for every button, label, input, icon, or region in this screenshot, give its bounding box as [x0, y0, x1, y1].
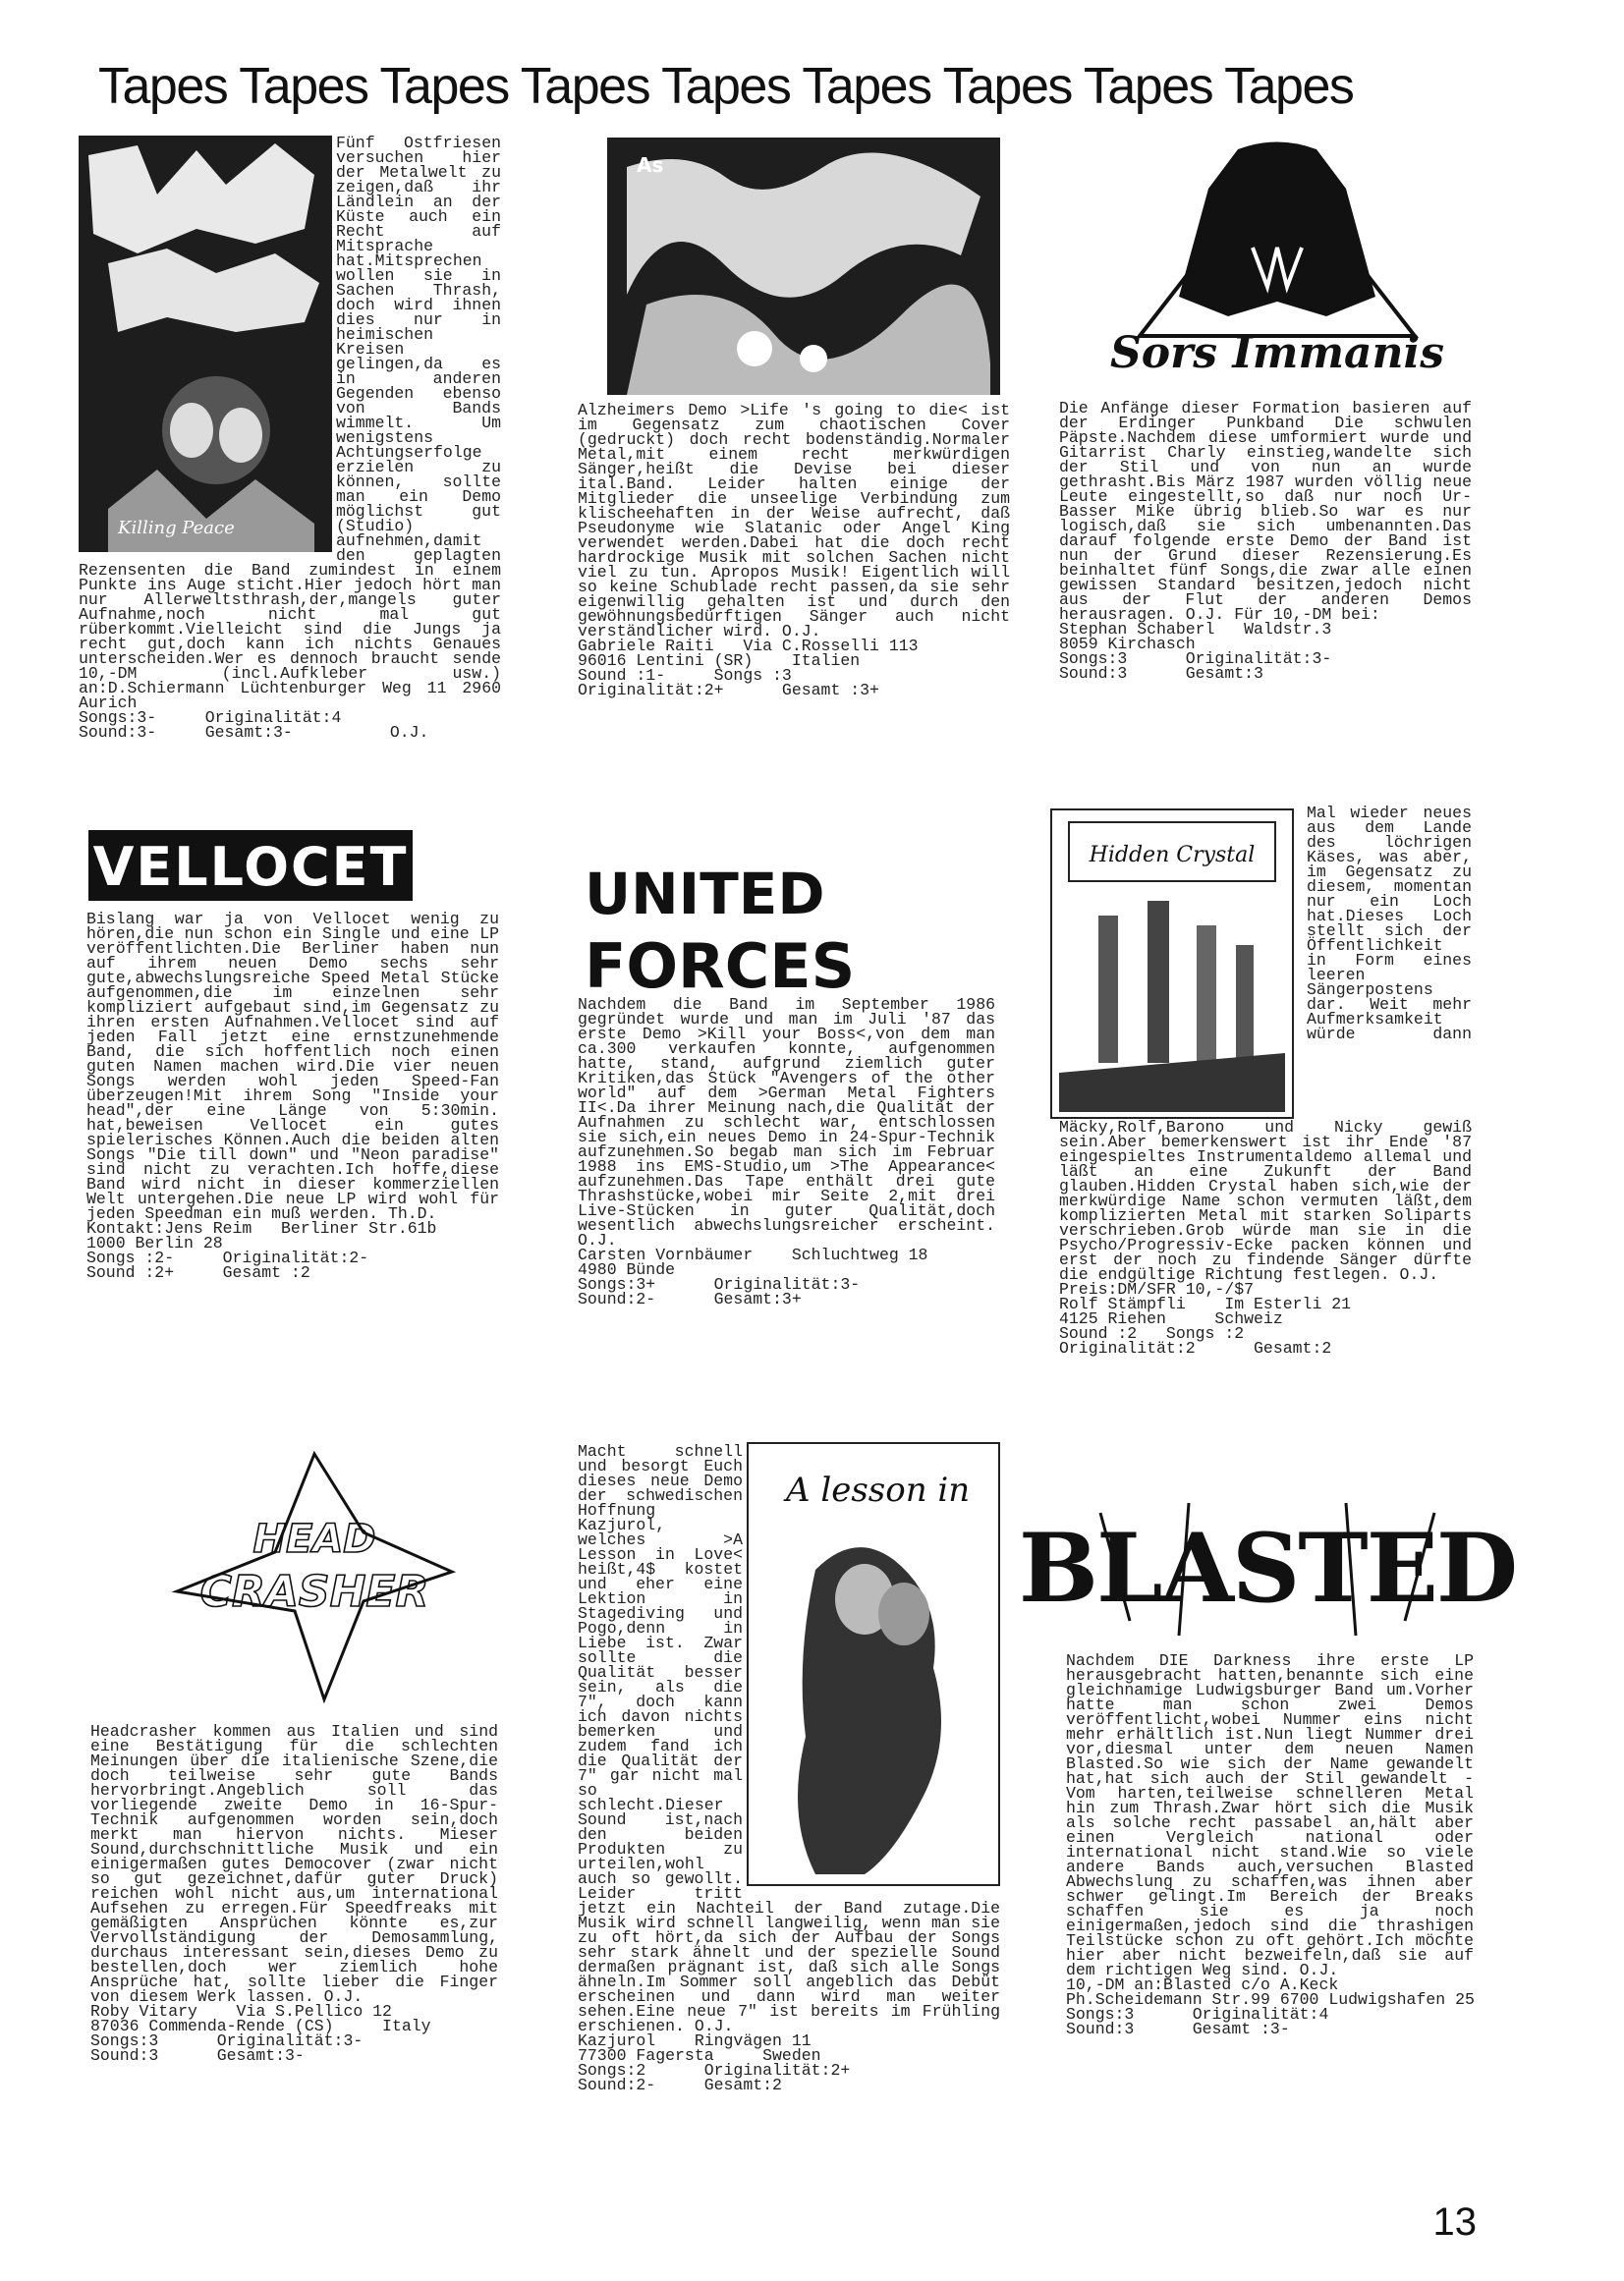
- svg-text:FORCES: FORCES: [585, 930, 856, 1002]
- review-headcrasher: [90, 1724, 498, 2063]
- svg-text:HEAD: HEAD: [252, 1517, 376, 1562]
- review-body: Nachdem DIE Darkness ihre erste LP herausgebracht hatten,benannte sich eine gleichnamige Ludwigsburger Band um.Vorher hatte man schon zwei Demos veröffentlicht,wobei Nummer eins nicht mehr erhältlich ist.Nun liegt Nummer drei vor,diesmal unter dem neuen Namen Blasted.So wie sich der Name gewandelt hat,hat sich auch der Stil gewandelt - Vom harten,teilweise schnelleren Metal hin zum Thrash.Zwar hört sich die Musik als solche recht passabel an,hält aber einen Vergleich national oder international nicht stand.Wie so viele andere Bands auch,versuchen Blasted Abwechslung zu schaffen,was ihnen aber schwer gelingt.Im Bereich der Breaks schaffen sie es ja noch einigermaßen,jedoch sind die thrashigen Teilstücke schon zu oft gehört.Ich möchte hier aber nicht bezweifeln,daß sie auf dem richtigen Weg sind. O.J.: [1066, 1651, 1474, 1979]
- svg-text:Killing Peace: Killing Peace: [118, 518, 235, 538]
- review-contact: Preis:DM/SFR 10,-/$7 Rolf Stämpfli Im Esterli 21 4125 Riehen Schweiz: [1059, 1280, 1352, 1328]
- review-ratings: Sound :2 Songs :2 Originalität:2 Gesamt:2: [1059, 1324, 1332, 1358]
- svg-text:CRASHER: CRASHER: [199, 1567, 429, 1617]
- review-contact: Gabriele Raiti Via C.Rosselli 113 96016 Lentini (SR) Italien: [578, 637, 919, 670]
- svg-text:UNITED: UNITED: [585, 861, 825, 927]
- headcrasher-logo-art: [167, 1444, 462, 1709]
- blasted-logo-image: [1018, 1493, 1517, 1641]
- alzheimers-logo-image: [607, 138, 1000, 395]
- united-forces-logo-art: [580, 855, 856, 1002]
- review-body: Headcrasher kommen aus Italien und sind eine Bestätigung für die schlechten Meinungen über die italienische Szene,die doch teilweise sehr gute Bands hervorbringt.Angeblich soll das vorliegende zweite Demo in 16-Spur-Technik aufgenommen worden sein,doch merkt man hiervon nichts. Mieser Sound,durchschnittliche Musik und ein einigermaßen gutes Democover (zwar nicht so gut gezeichnet,dafür guter Druck) reichen wohl nicht aus,um international Aufsehen zu erregen.Für Speedfreaks mit gemäßigten Ansprüchen könnte es,zur Vervollständigung der Demosammlung, durchaus interessant sein,dieses Demo zu bestellen,doch wer ziemlich hohe Ansprüche hat, sollte lieber die Finger von diesem Werk lassen. O.J.: [90, 1722, 498, 2006]
- svg-text:VELLOCET: VELLOCET: [92, 836, 409, 898]
- review-body: Die Anfänge dieser Formation basieren auf der Erdinger Punkband Die schwulen Päpste.Nachdem diese umformiert wurde und Gitarrist Charly einstieg,wandelte sich der Stil und von nun an wurde gethrasht.Bis März 1987 wurden völlig neue Leute eingestellt,so daß nur noch Ur-Basser Mike übrig blieb.So war es nur logisch,daß sie sich umbenannten.Das darauf folgende erste Demo der Band ist nun der Grund dieser Rezensierung.Es beinhaltet fünf Songs,die zwar alle einen gewissen Standard besitzen,jedoch nicht aus der Flut der anderen Demos herausragen. O.J. Für 10,-DM bei:: [1059, 399, 1472, 624]
- vellocet-logo-art: [88, 830, 413, 901]
- review-body: Nachdem die Band im September 1986 gegründet wurde und man im Juli '87 das erste Demo >Kill your Boss<,von dem man ca.300 verkaufen konnte, aufgenommen hatte, stand, aufgrund ziemlich guter Kritiken,das Stück "Avengers of the other world" auf dem >German Metal Fighters II<.Da ihrer Meinung nach,die Qualität der Aufnahmen zu schlecht war, entschlossen sie sich,ein neues Demo in 24-Spur-Technik aufzunehmen.So begab man sich im Februar 1988 ins EMS-Studio,um >The Appearance< aufzunehmen.Das Tape enthält drei gute Thrashstücke,wobei mir Seite 2,mit drei Live-Stücken in guter Qualität,doch wesentlich abwechslungsreicher erscheint. O.J.: [578, 995, 995, 1250]
- sors-immanis-logo-art: [1081, 130, 1474, 383]
- review-ratings: Songs:2 Originalität:2+ Sound:2- Gesamt:2: [578, 2061, 851, 2094]
- review-vellocet: [86, 912, 499, 1280]
- review-contact: Stephan Schaberl Waldstr.3 8059 Kirchasch: [1059, 620, 1332, 653]
- svg-text:BLASTED: BLASTED: [1018, 1513, 1517, 1624]
- review-kazjurol: [578, 1444, 1000, 2092]
- vellocet-logo-image: [88, 830, 413, 901]
- review-body: Macht schnell und besorgt Euch dieses neue Demo der schwedischen Hoffnung Kazjurol, welches >A Lesson in Love< heißt,4$ kostet und eher eine Lektion in Stagediving und Pogo,denn in Liebe ist. Zwar sollte die Qualität besser sein, als die 7", doch kann ich davon nichts bemerken und zudem fand ich die Qualität der 7" gar nicht mal so schlecht.Dieser Sound ist,nach den beiden Produkten zu urteilen,wohl auch so gewollt. Leider tritt jetzt ein Nachteil der Band zutage.Die Musik wird schnell langweilig, wenn man sie zu oft hört,da sich der Aufbau der Songs sehr stark ähnelt und der spezielle Sound dermaßen prägnant ist, daß sich alle Songs ähneln.Im Sommer soll angeblich das Debüt erscheinen und dann wird man weiter sehen.Eine neue 7" ist bereits im Frühling erschienen. O.J.: [578, 1442, 1000, 2035]
- united-forces-logo-image: [580, 855, 856, 1002]
- sors-immanis-logo-image: [1081, 130, 1474, 383]
- page-headline: Tapes Tapes Tapes Tapes Tapes Tapes Tapes Tapes Tapes: [98, 58, 1354, 115]
- review-ratings: Songs:3 Originalität:3- Sound:3 Gesamt:3-: [90, 2031, 364, 2065]
- review-contact: Carsten Vornbäumer Schluchtweg 18 4980 Bünde: [578, 1246, 928, 1279]
- svg-text:As: As: [637, 153, 664, 177]
- review-ratings: Songs:3+ Originalität:3- Sound:2- Gesamt:3+: [578, 1275, 861, 1308]
- review-ratings: Songs:3- Originalität:4 Sound:3- Gesamt:3- O.J.: [79, 708, 429, 742]
- review-contact: Kontakt:Jens Reim Berliner Str.61b 1000 Berlin 28: [86, 1219, 437, 1252]
- review-contact: 10,-DM an:Blasted c/o A.Keck Ph.Scheidemann Str.99 6700 Ludwigshafen 25: [1066, 1975, 1475, 2009]
- review-body: Mal wieder neues aus dem Lande des löchrigen Käses, was aber, im Gegensatz zu diesem, momentan nur ein Loch hat.Dieses Loch stellt sich der Öffentlichkeit in Form eines leeren Sängerpostens dar. Weit mehr Aufmerksamkeit würde dann Mäcky,Rolf,Barono und Nicky gewiß sein.Aber bemerkenswert ist ihr Ende '87 eingespieltes Instrumentaldemo allemal und läßt an eine Zukunft der Band glauben.Hidden Crystal haben sich,wie der merkwürdige Name schon vermuten läßt,dem komplizierten Metal mit starken Soliparts verschrieben.Grob würde man sie in die Psycho/Progressiv-Ecke packen können und erst der noch zu findende Sänger dürfte die endgültige Richtung festlegen. O.J.: [1059, 804, 1472, 1284]
- review-hidden-crystal: [1059, 806, 1472, 1356]
- art-spacer: [1059, 806, 1307, 1120]
- art-spacer: [743, 1444, 1000, 1891]
- review-ratings: Songs:3 Originalität:4 Sound:3 Gesamt :3-: [1066, 2005, 1329, 2038]
- review-body: Bislang war ja von Vellocet wenig zu hören,die nun schon ein Single und eine LP veröffentlichten.Die Berliner haben nun auf ihrem neuen Demo sechs sehr gute,abwechslungsreiche Speed Metal Stücke aufgenommen,die im einzelnen sehr kompliziert aufgebaut sind,im Gegensatz zu ihren ersten Aufnahmen.Vellocet sind auf jeden Fall jetzt eine ernstzunehmende Band, die sich hoffentlich noch einen guten Namen machen wird.Die vier neuen Songs werden wohl jeden Speed-Fan überzeugen!Mit ihrem Song "Inside your head",der eine Länge von 5:30min. hat,beweisen Vellocet ein gutes spielerisches Können.Auch die beiden alten Songs "Die till down" und "Neon paradise" sind nicht zu verachten.Ich hoffe,diese Band wird nicht in dieser kommerziellen Welt untergehen.Die neue LP wird wohl für jeden Speedman ein muß werden. Th.D.: [86, 910, 499, 1223]
- svg-text:Hidden Crystal: Hidden Crystal: [1089, 843, 1256, 867]
- review-ratings: Songs:3 Originalität:3- Sound:3 Gesamt:3: [1059, 649, 1332, 683]
- svg-text:Sors Immanis: Sors Immanis: [1109, 328, 1445, 378]
- review-ratings: Songs :2- Originalität:2- Sound :2+ Gesamt :2: [86, 1249, 369, 1282]
- blasted-logo-art: [1018, 1493, 1517, 1641]
- headcrasher-logo-image: [167, 1444, 462, 1709]
- review-body: Alzheimers Demo >Life 's going to die< ist im Gegensatz zum chaotischen Cover (gedruckt) doch recht bodenständig.Normaler Metal,mit einem recht merkwürdigen Sänger,heißt die Devise bei dieser ital.Band. Leider halten einige der Mitglieder die unseelige Verbindung zum klischeehaften in der Weise aufrecht, daß Pseudonyme wie Slatanic oder Angel King verwendet werden.Dabei hat die doch recht hardrockige Musik mit solchen Sachen nicht viel zu tun. Apropos Musik! Eigentlich will so keine Schublade recht passen,da sie sehr eigenwillig gehalten ist und durch den gewöhnungsbedürftigen Sänger auch nicht verständlicher wird. O.J.: [578, 401, 1010, 640]
- review-contact: Roby Vitary Via S.Pellico 12 87036 Commenda-Rende (CS) Italy: [90, 2002, 431, 2035]
- art-spacer: [79, 136, 336, 552]
- review-united-forces: [578, 997, 995, 1307]
- review-blasted: [1066, 1653, 1474, 2036]
- review-sors-immanis: [1059, 401, 1472, 681]
- review-body: Fünf Ostfriesen versuchen hier der Metalwelt zu zeigen,daß ihr Ländlein an der Küste auch ein Recht auf Mitsprache hat.Mitsprechen wollen sie in Sachen Thrash, doch wird ihnen dies nur in heimischen Kreisen gelingen,da es in anderen Gegenden ebenso von Bands wimmelt. Um wenigstens Achtungserfolge erzielen zu können, sollte man ein Demo möglichst gut (Studio) aufnehmen,damit den geplagten Rezensenten die Band zumindest in einem Punkte ins Auge sticht.Hier jedoch hört man nur Allerweltsthrash,der,mangels guter Aufnahme,noch nicht mal gut rüberkommt.Vielleicht sind die Jungs ja recht gut,doch kann ich nichts Genaues unterscheiden.Wer es dennoch braucht sende 10,-DM (incl.Aufkleber usw.) an:D.Schiermann Lüchtenburger Weg 11 2960 Aurich: [79, 134, 501, 712]
- review-ratings: Sound :1- Songs :3 Originalität:2+ Gesamt :3+: [578, 666, 879, 699]
- review-alzheimers: [578, 403, 1010, 697]
- review-contact: Kazjurol Ringvägen 11 77300 Fagersta Sweden: [578, 2031, 821, 2065]
- page-number: 13: [1432, 2200, 1477, 2244]
- alzheimers-cover-art: [607, 138, 1000, 395]
- svg-text:A lesson in: A lesson in: [786, 1471, 971, 1510]
- review-assorted-heap: [79, 136, 501, 740]
